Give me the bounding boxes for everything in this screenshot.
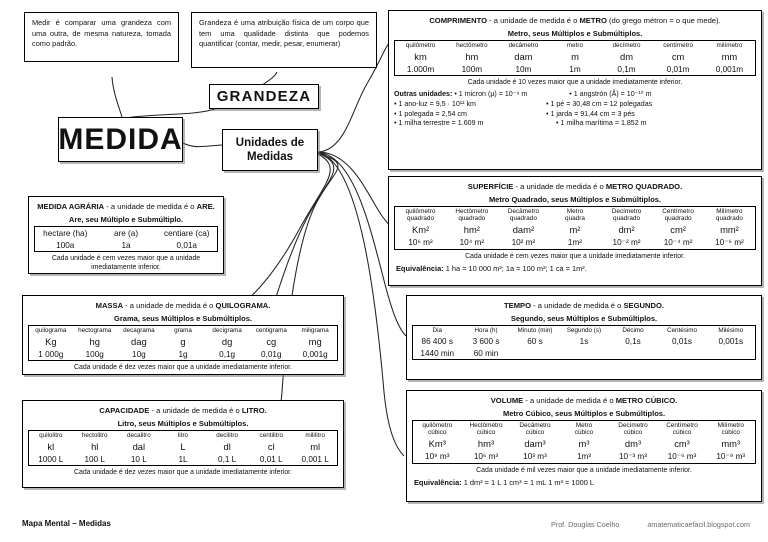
table-row	[395, 41, 756, 51]
table-cell: Decâmetro cúbico	[519, 421, 551, 437]
table-cell: Decímetro cúbico	[618, 421, 648, 437]
other-unit-item: • 1 pé = 30,48 cm = 12 polegadas	[545, 100, 653, 108]
medir-definition-text: Medir é comparar uma grandeza com uma outra, de mesma natureza, tomada como padrão.	[32, 18, 171, 49]
panel-superficie-heading	[394, 182, 756, 192]
table-cell: hectômetro	[456, 41, 488, 49]
table-cell: mg	[308, 335, 322, 347]
table-cell: centiare (ca)	[163, 228, 210, 238]
panel-capacidade-head-mid: - a unidade de medida é o	[149, 406, 242, 415]
panel-tempo-head-mid: - a unidade de medida é o	[531, 301, 624, 310]
table-cell: 0,001m	[715, 64, 744, 74]
table-cell: 100g	[85, 349, 104, 359]
table-cell: dg	[221, 335, 233, 347]
table-row	[395, 63, 756, 76]
grandeza-definition-box	[191, 12, 377, 68]
table-cell: dag	[131, 335, 147, 347]
panel-tempo-subtitle: Segundo, seus Múltiplos e Submúltiplos.	[510, 314, 658, 323]
table-cell: cm	[671, 50, 685, 62]
table-cell: decilitro	[216, 431, 238, 439]
table-cell: 0,1g	[219, 349, 236, 359]
footer-credits	[525, 520, 750, 529]
table-cell: Metro cúbico	[574, 421, 594, 437]
table-cell: quilômetro	[405, 41, 436, 49]
panel-comprimento-head-tail: (do grego métron = o que mede).	[606, 16, 721, 25]
table-cell: hm³	[477, 438, 495, 450]
table-cell: mililitro	[305, 431, 325, 439]
tempo-table	[412, 325, 756, 360]
panel-superficie-title: SUPERFÍCIE	[467, 182, 514, 191]
panel-capacidade-heading	[28, 406, 338, 416]
panel-massa-footnote: Cada unidade é dez vezes maior que a unidade imediatamente inferior.	[74, 364, 292, 372]
table-cell: dm²	[618, 224, 635, 236]
panel-comprimento-title: COMPRIMENTO	[429, 16, 487, 25]
table-cell: ml	[310, 440, 321, 452]
table-cell: milímetro	[716, 41, 743, 49]
table-cell: 10⁹ m³	[425, 452, 450, 462]
table-cell: mm³	[721, 438, 741, 450]
table-row	[413, 438, 756, 451]
table-cell: Dia	[432, 326, 442, 334]
table-cell: 10⁻⁶ m²	[715, 238, 744, 248]
node-grandeza-label: GRANDEZA	[216, 88, 312, 105]
table-cell: Decímetro quadrado	[611, 207, 642, 223]
superficie-table	[394, 206, 756, 250]
table-cell: Centímetro quadrado	[662, 207, 694, 223]
table-cell: 60 s	[527, 336, 543, 346]
other-unit-item: • 1 milha marítima = 1.852 m	[555, 119, 647, 128]
table-cell: 0,01 L	[259, 454, 283, 464]
table-cell: cl	[267, 440, 275, 452]
panel-massa-subtitle: Grama, seus Múltiplos e Submúltiplos.	[114, 314, 252, 323]
other-unit-item: • 1 angstrón (Å) = 10⁻¹⁰ m	[569, 90, 652, 99]
table-cell	[511, 347, 560, 360]
panel-capacidade-subtitle: Litro, seus Múltiplos e Submúltiplos.	[117, 419, 249, 428]
table-cell: hg	[89, 335, 100, 347]
superficie-equiv-label: Equivalência:	[396, 263, 444, 273]
other-units-label: Outras unidades:	[394, 90, 453, 99]
table-cell: 10⁻⁴ m²	[663, 238, 693, 248]
panel-tempo[interactable]	[406, 295, 762, 380]
footer-site[interactable]: amatematicaefacil.blogspot.com	[647, 520, 750, 529]
table-row	[35, 239, 218, 252]
table-cell: g	[180, 335, 186, 347]
table-cell: decímetro	[612, 41, 641, 49]
comprimento-table	[394, 40, 756, 76]
other-units-row	[394, 90, 756, 100]
massa-table	[28, 325, 338, 361]
table-cell: 10² m²	[511, 238, 536, 248]
panel-agraria-heading	[34, 202, 218, 212]
table-cell: decâmetro	[508, 41, 539, 49]
table-row	[35, 227, 218, 240]
table-cell: 10m	[515, 64, 532, 74]
panel-comprimento-other-units	[394, 90, 756, 128]
panel-comprimento-head-mid: - a unidade de medida é o	[487, 16, 580, 25]
panel-comprimento-unit: METRO	[579, 16, 607, 25]
panel-capacidade[interactable]	[22, 400, 344, 488]
table-row	[29, 348, 338, 361]
table-cell: dam	[514, 50, 533, 62]
table-cell: 10³ m³	[523, 452, 547, 462]
table-cell: 10⁶ m²	[408, 238, 433, 248]
table-cell: Hectômetro quadrado	[455, 207, 489, 223]
table-cell: 1 000g	[38, 349, 64, 359]
panel-superficie-head-mid: - a unidade de medida é o	[513, 182, 606, 191]
table-cell: 0,01g	[261, 349, 282, 359]
table-cell: 100a	[56, 240, 75, 250]
table-row	[395, 50, 756, 63]
table-cell: dm	[620, 50, 634, 62]
superficie-equiv-value: 1 ha = 10 000 m²; 1a = 100 m²; 1 ca = 1m².	[443, 263, 587, 273]
panel-comprimento-footnote: Cada unidade é 10 vezes maior que a unidade imediatamente inferior.	[467, 79, 683, 87]
table-row	[413, 421, 756, 438]
table-cell: 10 L	[130, 454, 147, 464]
table-cell: Km²	[411, 224, 430, 236]
table-cell: Hora (h)	[474, 326, 498, 334]
table-cell: 10⁻⁹ m³	[716, 452, 746, 462]
table-row	[395, 237, 756, 250]
table-cell: 10⁻⁶ m³	[667, 452, 697, 462]
table-cell: dal	[132, 440, 146, 452]
table-cell: 0,1 L	[218, 454, 237, 464]
panel-agraria-unit: ARE.	[196, 202, 215, 211]
table-row	[413, 326, 756, 336]
panel-massa-unit: QUILOGRAMA.	[215, 301, 271, 310]
table-cell: quilolitro	[39, 431, 63, 439]
panel-superficie[interactable]	[388, 176, 762, 286]
table-cell: are (a)	[113, 228, 139, 238]
table-cell: 1m²	[567, 238, 583, 248]
table-cell: cg	[266, 335, 277, 347]
agraria-table	[34, 226, 218, 252]
table-cell: Decâmetro quadrado	[507, 207, 540, 223]
panel-tempo-unit: SEGUNDO.	[623, 301, 664, 310]
footer-author: Prof. Douglas Coelho	[551, 520, 620, 529]
table-cell: hectograma	[78, 326, 112, 334]
table-cell: quilômetro quadrado	[405, 207, 436, 223]
table-cell: Km³	[428, 438, 446, 450]
other-unit-item: • 1 ano-luz = 9,5 · 10¹² km	[394, 100, 476, 108]
table-cell: 1L	[178, 454, 188, 464]
table-cell: 10g	[132, 349, 146, 359]
table-cell: Centésimo	[666, 326, 698, 334]
table-cell: 0,01s	[671, 336, 693, 346]
table-cell: 100m	[461, 64, 483, 74]
table-cell: centilitro	[259, 431, 283, 439]
table-cell: 1000 L	[38, 454, 64, 464]
volume-equiv-label: Equivalência:	[414, 477, 462, 487]
panel-superficie-subtitle: Metro Quadrado, seus Múltiplos e Submúltiplos.	[488, 195, 662, 204]
table-cell: dm³	[624, 438, 642, 450]
other-unit-item: • 1 milha terrestre = 1.609 m	[394, 119, 484, 128]
table-cell: 1m	[569, 64, 581, 74]
node-unidades-label: Unidades de Medidas	[235, 137, 305, 163]
panel-massa-title: MASSA	[95, 301, 124, 310]
table-cell: 0,001s	[718, 336, 744, 346]
table-cell: hectolitro	[81, 431, 108, 439]
panel-volume-footnote: Cada unidade é mil vezes maior que a unidade imediatamente inferior.	[476, 466, 692, 474]
table-cell: quilômetro cúbico	[422, 421, 453, 437]
table-row	[413, 347, 756, 360]
table-cell: L	[180, 440, 186, 452]
grandeza-definition-text: Grandeza é uma atribuição física de um corpo que tem uma qualidade distinta que podemos quantificar (contar, medir, pesar, enumerar)	[199, 18, 369, 49]
volume-equiv-value: 1 dm³ = 1 L 1 cm³ = 1 mL 1 m³ = 1000 L	[461, 477, 594, 487]
table-cell: Metro quadra	[565, 207, 585, 223]
table-row	[29, 431, 338, 441]
other-units-row	[394, 110, 756, 120]
table-cell: 0,01m	[666, 64, 690, 74]
table-cell: mm	[721, 50, 738, 62]
table-cell: metro	[566, 41, 584, 49]
other-unit-item: • 1 polegada = 2,54 cm	[394, 109, 467, 118]
table-cell: hm	[465, 50, 479, 62]
panel-comprimento[interactable]	[388, 10, 762, 170]
panel-superficie-footnote: Cada unidade é cem vezes maior que a unidade imediatamente inferior.	[465, 252, 685, 260]
table-row	[29, 440, 338, 453]
panel-capacidade-footnote: Cada unidade é dez vezes maior que a unidade imediatamente inferior.	[74, 469, 292, 477]
table-cell: centigrama	[255, 326, 287, 334]
table-cell: dam³	[524, 438, 546, 450]
panel-volume-head-mid: - a unidade de medida é o	[523, 396, 616, 405]
node-medida-label: MEDIDA	[58, 122, 183, 156]
table-cell: miligrama	[301, 326, 329, 334]
table-cell: dam²	[512, 224, 535, 236]
table-cell: 0,01a	[176, 240, 197, 250]
panel-volume[interactable]	[406, 390, 762, 502]
panel-massa-heading	[28, 301, 338, 311]
panel-volume-heading	[412, 396, 756, 406]
panel-agraria-title: MEDIDA AGRÁRIA	[37, 202, 105, 211]
panel-agraria-footnote: Cada unidade é cem vezes maior que a unidade imediatamente inferior.	[51, 255, 201, 271]
panel-massa[interactable]	[22, 295, 344, 375]
table-cell: centímetro	[663, 41, 693, 49]
table-cell: hm²	[463, 224, 480, 236]
table-cell: decalitro	[126, 431, 151, 439]
table-cell: 0,001g	[302, 349, 328, 359]
table-cell: 10⁻³ m³	[619, 452, 647, 462]
table-cell: 1g	[178, 349, 188, 359]
footer-title: Mapa Mental – Medidas	[22, 519, 111, 528]
capacidade-table	[28, 430, 338, 466]
panel-massa-head-mid: - a unidade de medida é o	[123, 301, 216, 310]
table-cell: Décimo	[622, 326, 644, 334]
table-cell: Kg	[45, 335, 57, 347]
node-unidades-de-medidas[interactable]	[222, 129, 318, 171]
panel-comprimento-heading	[394, 16, 756, 26]
panel-tempo-heading	[412, 301, 756, 311]
other-units-row	[394, 100, 756, 110]
other-unit-item: • 1 micron (µ) = 10⁻⁶ m	[454, 90, 528, 99]
table-cell: 0,001 L	[301, 454, 329, 464]
table-cell: cm³	[674, 438, 690, 450]
table-cell: 1.000m	[406, 64, 435, 74]
table-cell: cm²	[670, 224, 686, 236]
table-cell: km	[414, 50, 427, 62]
table-row	[413, 335, 756, 347]
table-cell	[560, 347, 609, 360]
table-cell: hl	[91, 440, 99, 452]
table-cell: 1a	[121, 240, 131, 250]
table-cell: 0,1m	[617, 64, 636, 74]
table-row	[395, 224, 756, 237]
table-cell: 1s	[579, 336, 589, 346]
table-cell: m	[571, 50, 579, 62]
table-cell: 1m³	[576, 452, 592, 462]
table-cell	[609, 347, 658, 360]
table-cell: dl	[223, 440, 231, 452]
table-cell: 100 L	[84, 454, 105, 464]
other-units-row	[394, 119, 756, 129]
panel-comprimento-subtitle: Metro, seus Múltiplos e Submúltiplos.	[507, 29, 643, 38]
table-cell: 3 600 s	[472, 336, 500, 346]
table-cell: grama	[174, 326, 192, 334]
table-cell: litro	[177, 431, 189, 439]
panel-volume-subtitle: Metro Cúbico, seus Múltiplos e Submúltiplos.	[502, 409, 666, 418]
table-cell: decagrama	[123, 326, 155, 334]
table-cell: m²	[569, 224, 581, 236]
table-cell: quilograma	[35, 326, 67, 334]
table-cell: Segundo (s)	[566, 326, 602, 334]
table-cell: Minuto (min)	[517, 326, 553, 334]
node-grandeza[interactable]	[209, 84, 319, 109]
table-cell: m³	[578, 438, 590, 450]
table-row	[29, 335, 338, 348]
panel-volume-equivalence	[412, 478, 756, 487]
table-cell: mm²	[720, 224, 739, 236]
table-cell: Milésimo	[718, 326, 744, 334]
panel-agraria-subtitle: Are, seu Múltiplo e Submúltiplo.	[68, 215, 184, 224]
table-row	[395, 207, 756, 224]
table-cell: Hectômetro cúbico	[469, 421, 503, 437]
table-cell: hectare (ha)	[43, 228, 88, 238]
panel-superficie-equivalence	[394, 264, 756, 273]
node-medida[interactable]	[58, 117, 183, 162]
table-cell: 1440 min	[420, 348, 455, 358]
panel-volume-title: VOLUME	[490, 396, 524, 405]
table-cell: 60 min	[473, 348, 499, 358]
table-row	[413, 451, 756, 464]
table-cell: 0,1s	[625, 336, 641, 346]
medir-definition-box	[24, 12, 179, 62]
panel-superficie-unit: METRO QUADRADO.	[605, 182, 683, 191]
table-cell: Milímetro quadrado	[715, 207, 743, 223]
panel-medida-agraria[interactable]	[28, 196, 224, 274]
table-cell: 10⁶ m³	[473, 452, 499, 462]
table-row	[29, 453, 338, 466]
panel-tempo-title: TEMPO	[504, 301, 532, 310]
table-cell: kl	[47, 440, 55, 452]
table-cell: 86 400 s	[421, 336, 453, 346]
panel-capacidade-unit: LITRO.	[241, 406, 267, 415]
volume-table	[412, 420, 756, 464]
table-cell	[658, 347, 707, 360]
table-cell: decigrama	[212, 326, 242, 334]
table-cell	[707, 347, 756, 360]
panel-agraria-head-mid: - a unidade de medida é o	[104, 202, 197, 211]
table-cell: Centímetro cúbico	[666, 421, 698, 437]
panel-volume-unit: METRO CÚBICO.	[615, 396, 678, 405]
table-row	[29, 326, 338, 336]
table-cell: 10⁻² m²	[612, 238, 641, 248]
panel-capacidade-title: CAPACIDADE	[99, 406, 150, 415]
table-cell: 10⁴ m²	[459, 238, 485, 248]
other-unit-item: • 1 jarda = 91,44 cm = 3 pés	[545, 109, 635, 118]
table-cell: Milímetro cúbico	[717, 421, 744, 437]
